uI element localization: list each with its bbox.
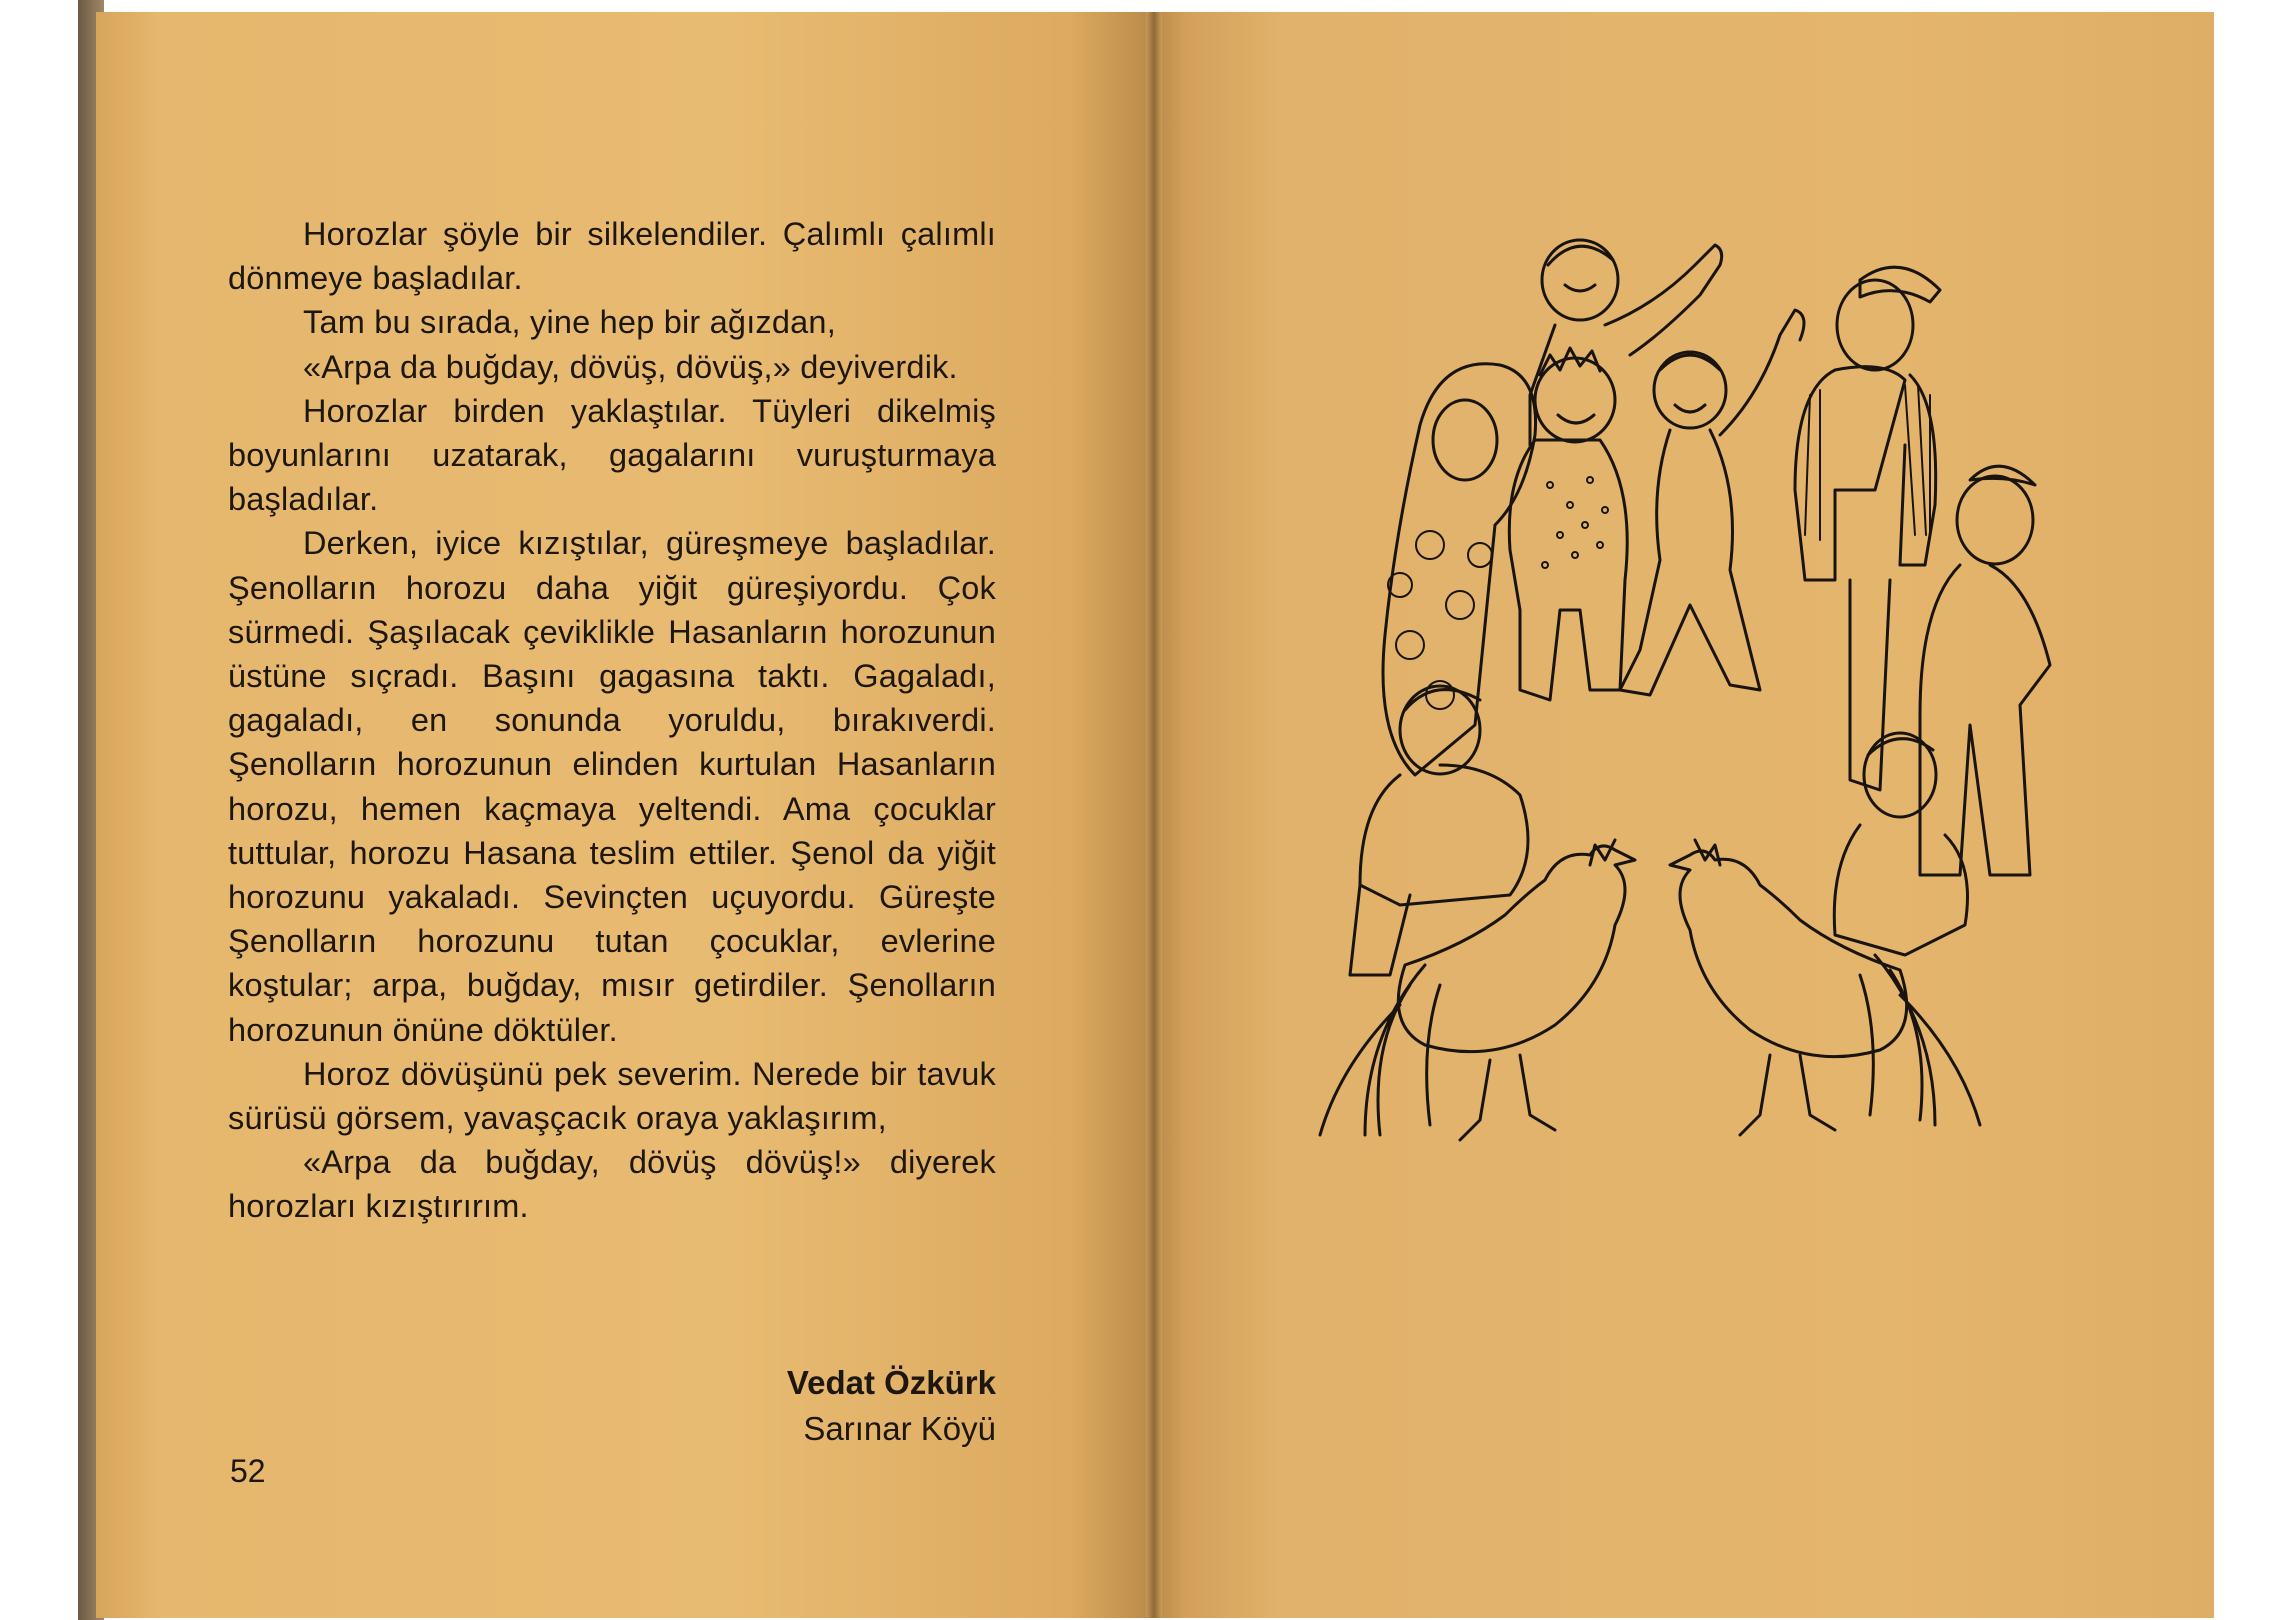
paragraph: Derken, iyice kızıştılar, güreşmeye başladılar. Şenolların horozu daha yiğit güreşiyordu. Çok sürmedi. Şaşılacak çeviklikle Hasanların horozunun üstüne sıçradı. Başını gagasına taktı. Gagaladı, gagaladı, en sonunda yoruldu, bırakıverdi. Şenolların horozunun elinden kurtulan Hasanların horozu, hemen kaçmaya yeltendi. Ama çocuklar tuttular, horozu Hasana teslim ettiler. Şenol da yiğit horozunu yakaladı. Sevinçten uçuyordu. Güreşte Şenolların horozunu tutan çocuklar, evlerine koştular; arpa, buğday, mısır getirdiler. Şenolların horozunun önüne döktüler.	[228, 525, 996, 1048]
rooster-left	[1320, 840, 1635, 1140]
paragraph: «Arpa da buğday, dövüş dövüş!» diyerek horozları kızıştırırım.	[228, 1144, 996, 1225]
page-number: 52	[230, 1453, 266, 1489]
book-gutter	[1146, 12, 1162, 1618]
paragraph: Horoz dövüşünü pek severim. Nerede bir tavuk sürüsü görsem, yavaşçacık oraya yaklaşırım,	[228, 1055, 996, 1137]
child-figure	[1350, 686, 1528, 975]
paragraph: Tam bu sırada, yine hep bir ağızdan,	[303, 304, 836, 341]
story-text	[228, 212, 996, 1229]
child-figure	[1920, 466, 2050, 875]
paragraph: «Arpa da buğday, dövüş, dövüş,» deyiverdik.	[303, 348, 958, 385]
children-watching-rooster-fight-illustration	[1290, 225, 2130, 1225]
author-name: Vedat Özkürk	[786, 1364, 996, 1401]
child-figure	[1620, 310, 1804, 695]
paragraph: Horozlar şöyle bir silkelendiler. Çalımlı çalımlı dönmeye başladılar.	[228, 216, 996, 297]
author-village: Sarınar Köyü	[803, 1410, 996, 1447]
child-figure	[1834, 733, 1967, 955]
rooster-right	[1670, 840, 1980, 1135]
child-figure	[1509, 348, 1627, 700]
child-figure	[1795, 267, 1940, 790]
signature-block	[787, 1360, 996, 1452]
paragraph: Horozlar birden yaklaştılar. Tüyleri dikelmiş boyunlarını uzatarak, gagalarını vuruşturmaya başladılar.	[228, 392, 996, 518]
